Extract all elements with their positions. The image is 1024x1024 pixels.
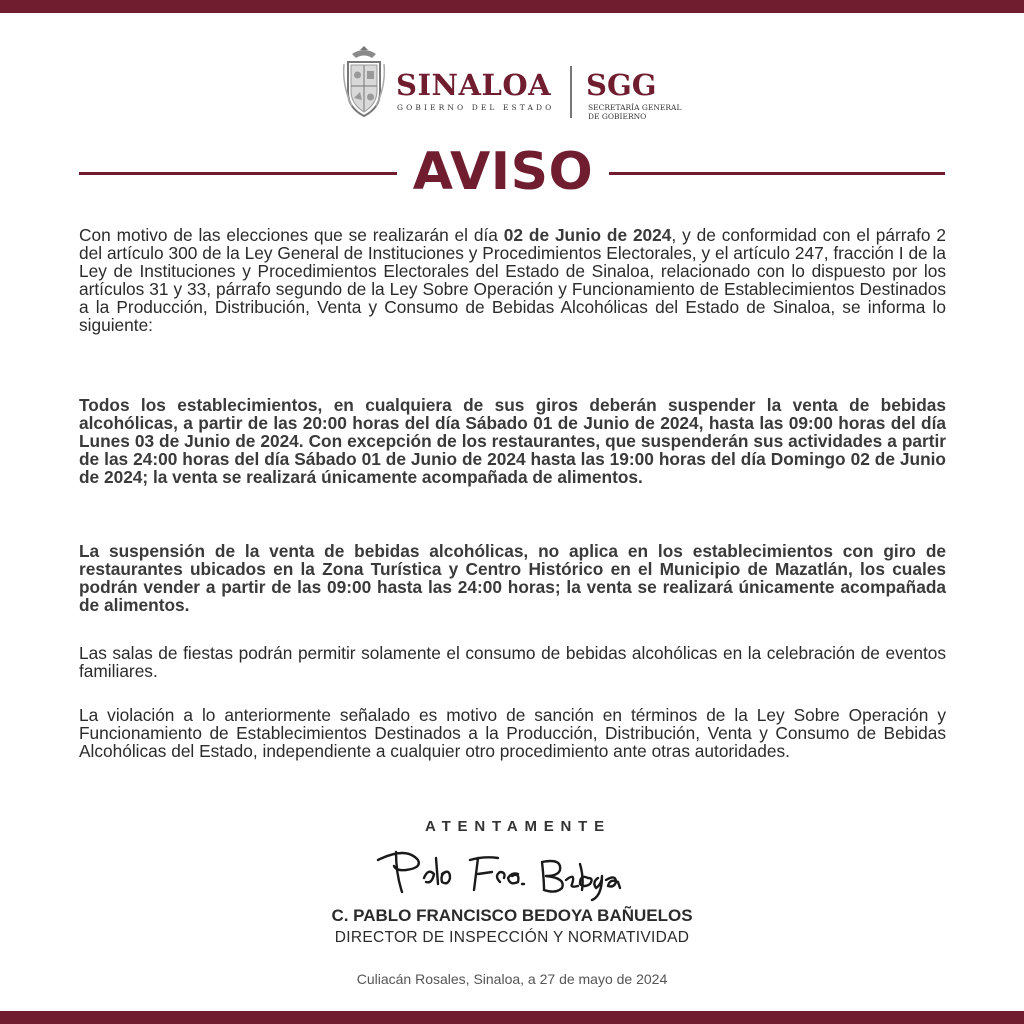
title-rule-left	[79, 172, 397, 175]
agency-subtitle-line2: DE GOBIERNO	[588, 112, 647, 121]
brand-subtitle: GOBIERNO DEL ESTADO	[397, 103, 555, 112]
intro-paragraph	[79, 226, 946, 334]
bottom-border-bar	[0, 1011, 1024, 1024]
suspension-paragraph: Todos los establecimientos, en cualquiera de sus giros deberán suspender la venta de bebidas alcohólicas, a partir de las 20:00 horas del día Sábado 01 de Junio de 2024, hasta las 09:00 horas del día Lunes 03 de Junio de 2024. Con excepción de los restaurantes, que suspenderán sus actividades a partir de las 24:00 horas del día Sábado 01 de Junio de 2024 hasta las 19:00 horas del día Domingo 02 de Junio de 2024; la venta se realizará únicamente acompañada de alimentos.	[79, 395, 946, 487]
title-row	[0, 142, 1024, 206]
signature	[366, 838, 666, 906]
title-rule-right	[609, 172, 945, 175]
agency-subtitle-line1: SECRETARÍA GENERAL	[588, 103, 682, 112]
header	[0, 44, 1024, 124]
closing: ATENTAMENTE	[425, 818, 611, 835]
brand-name: SINALOA	[396, 68, 552, 102]
exception-paragraph: La suspensión de la venta de bebidas alcohólicas, no aplica en los establecimientos con giro de restaurantes ubicados en la Zona Turística y Centro Histórico en el Municipio de Mazatlán, los cuales podrán vender a partir de las 09:00 hasta las 24:00 horas; la venta se realizará únicamente acompañada de alimentos.	[79, 541, 946, 615]
intro-after: , y de conformidad con el párrafo 2 del artículo 300 de la Ley General de Instituciones y Procedimientos Electorales, y el artículo 247, fracción I de la Ley de Instituciones y Procedimientos Electorales del Estado de Sinaloa, relacionado con lo dispuesto por los artículos 31 y 33, párrafo segundo de la Ley Sobre Operación y Funcionamiento de Establecimientos Destinados a la Producción, Distribución, Venta y Consumo de Bebidas Alcohólicas del Estado de Sinaloa, se informa lo siguiente:	[79, 225, 946, 335]
coat-of-arms-icon	[342, 46, 386, 120]
election-date: 02 de Junio de 2024	[503, 225, 672, 245]
signer-title: DIRECTOR DE INSPECCIÓN Y NORMATIVIDAD	[334, 929, 690, 946]
intro-before: Con motivo de las elecciones que se realizarán el día	[79, 225, 504, 245]
top-border-bar	[0, 0, 1024, 13]
signer-name: C. PABLO FRANCISCO BEDOYA BAÑUELOS	[331, 906, 693, 925]
agency-name: SGG	[586, 68, 657, 102]
header-divider	[570, 66, 572, 118]
page-title: AVISO	[412, 142, 594, 202]
salas-paragraph: Las salas de fiestas podrán permitir solamente el consumo de bebidas alcohólicas en la celebración de eventos familiares.	[79, 643, 946, 681]
place-date: Culiacán Rosales, Sinaloa, a 27 de mayo de 2024	[356, 971, 668, 987]
violation-paragraph: La violación a lo anteriormente señalado es motivo de sanción en términos de la Ley Sobre Operación y Funcionamiento de Establecimientos Destinados a la Producción, Distribución, Venta y Consumo de Bebidas Alcohólicas del Estado, independiente a cualquier otro procedimiento ante otras autoridades.	[79, 705, 946, 761]
